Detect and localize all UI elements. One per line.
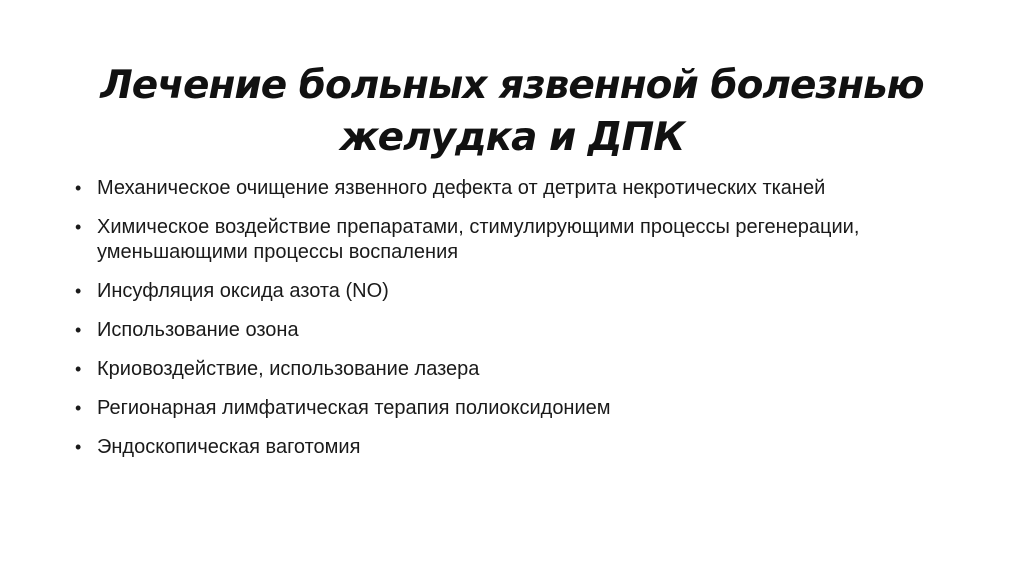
title-line-1: Лечение больных язвенной болезнью	[100, 63, 924, 109]
bullet-dot-icon: •	[75, 281, 82, 301]
bullet-dot-icon: •	[75, 398, 82, 418]
bullet-item-3	[75, 279, 885, 304]
bullet-item-6	[75, 396, 885, 421]
bullet-dot-icon: •	[75, 217, 82, 237]
bullet-list	[75, 176, 885, 474]
bullet-text: Регионарная лимфатическая терапия полиоксидонием	[97, 397, 611, 419]
bullet-text: Использование озона	[97, 319, 299, 341]
bullet-item-1	[75, 176, 885, 201]
slide-title	[0, 60, 1024, 164]
bullet-text: Химическое воздействие препаратами, стимулирующими процессы регенерации, уменьшающими процессы воспаления	[97, 216, 860, 263]
bullet-text: Криовоздействие, использование лазера	[97, 358, 480, 380]
bullet-item-2	[75, 215, 885, 265]
bullet-dot-icon: •	[75, 178, 82, 198]
bullet-dot-icon: •	[75, 359, 82, 379]
title-line-2: желудка и ДПК	[339, 115, 685, 161]
bullet-item-5	[75, 357, 885, 382]
bullet-item-7	[75, 435, 885, 460]
bullet-dot-icon: •	[75, 437, 82, 457]
bullet-item-4	[75, 318, 885, 343]
bullet-text: Механическое очищение язвенного дефекта от детрита некротических тканей	[97, 177, 826, 199]
bullet-dot-icon: •	[75, 320, 82, 340]
bullet-text: Инсуфляция оксида азота (NO)	[97, 280, 389, 302]
bullet-text: Эндоскопическая ваготомия	[97, 436, 361, 458]
